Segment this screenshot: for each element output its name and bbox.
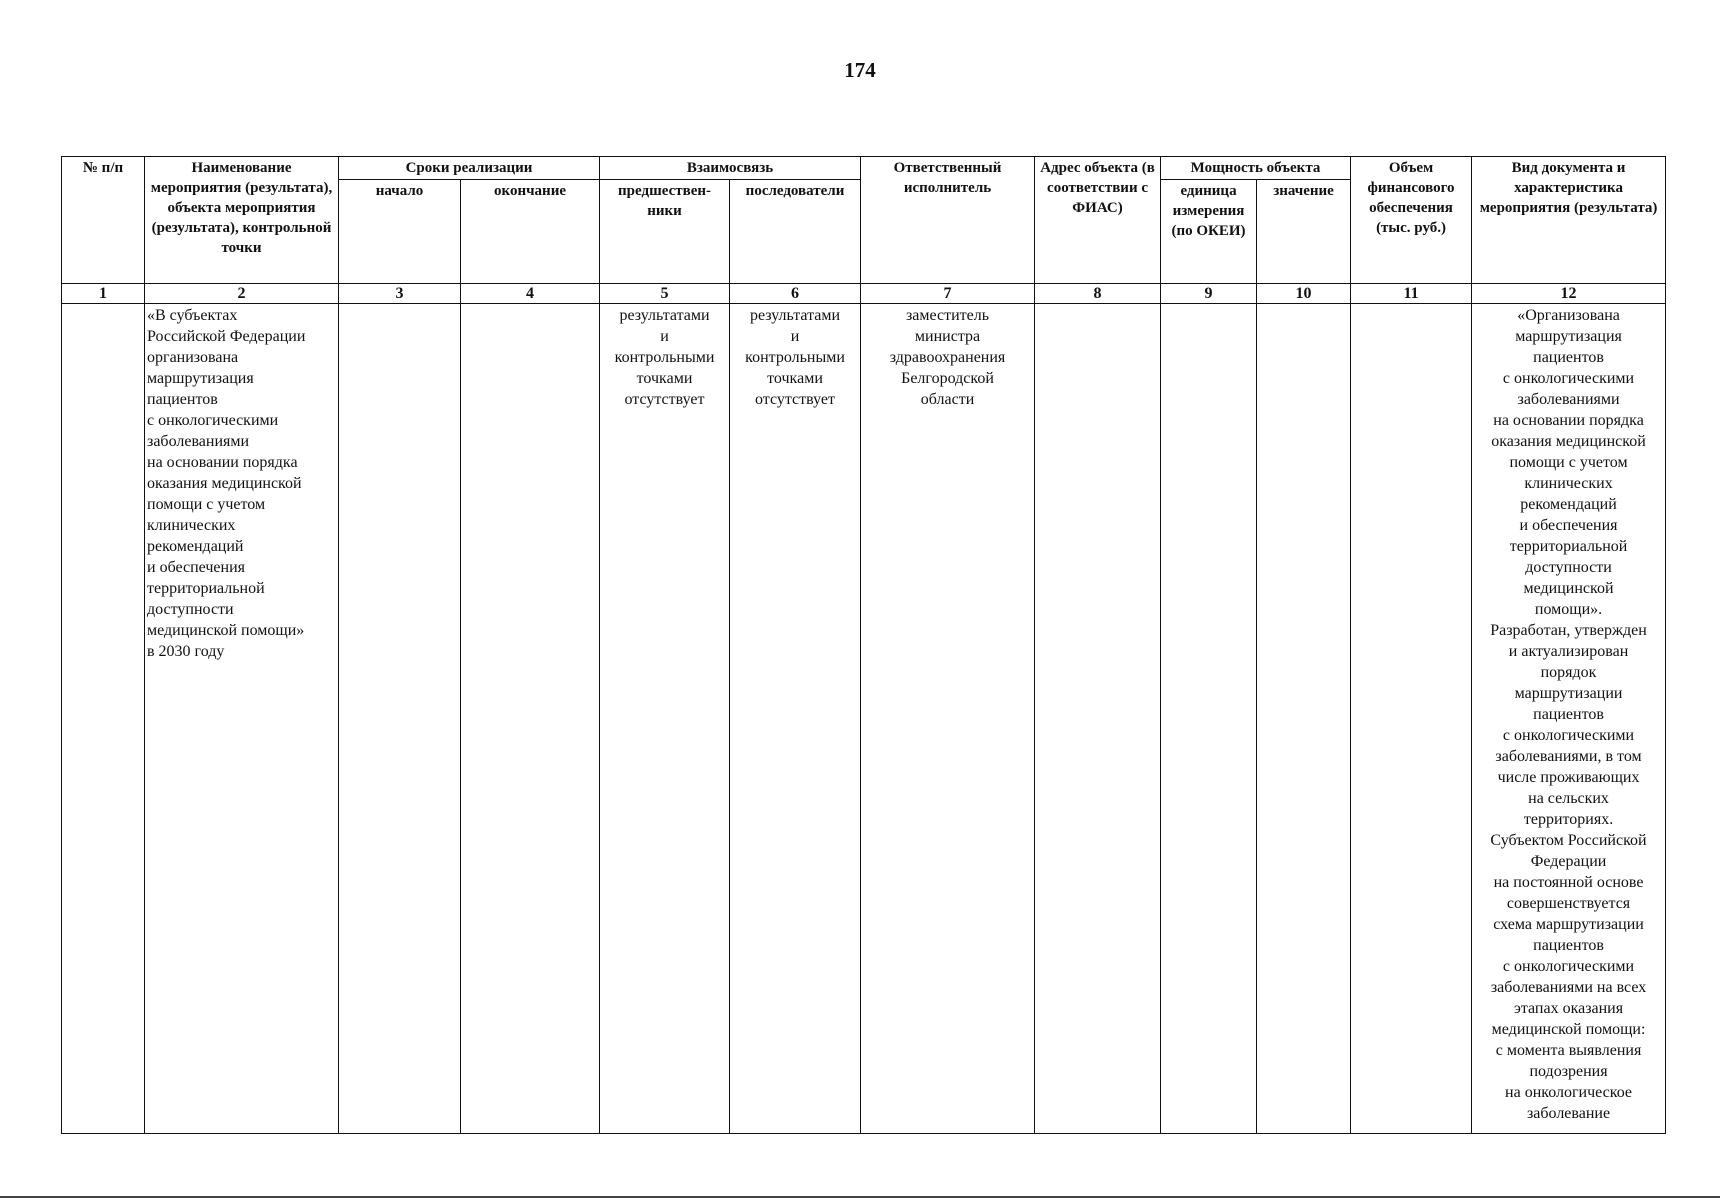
text-line: помощи с учетом	[1509, 454, 1628, 471]
cell-start	[339, 304, 461, 1134]
text-line: рекомендаций	[147, 538, 244, 555]
text-line: результатами	[749, 307, 841, 324]
page-number: 174	[844, 58, 876, 82]
column-number: 8	[1035, 284, 1161, 304]
column-number: 11	[1351, 284, 1472, 304]
cell-funding	[1351, 304, 1472, 1134]
text-line: точками	[767, 370, 823, 387]
text-line: на постоянной основе	[1493, 874, 1644, 891]
text-line: маршрутизация	[147, 370, 254, 387]
header-predecessors: предшествен-ники	[600, 180, 730, 284]
text-line: и	[790, 328, 800, 345]
text-line: Белгородской	[901, 370, 994, 387]
text-line: контрольными	[745, 349, 845, 366]
text-line: на сельских	[1528, 790, 1609, 807]
text-line: здравоохранения	[889, 349, 1006, 366]
text-line: числе проживающих	[1497, 769, 1640, 786]
text-line: совершенствуется	[1506, 895, 1631, 912]
text-line: и	[660, 328, 669, 345]
text-line: пациентов	[147, 391, 218, 408]
text-line: клинических	[147, 517, 236, 534]
text-line: отсутствует	[624, 391, 705, 408]
text-line: клинических	[1524, 475, 1613, 492]
page-bottom-rule	[0, 1196, 1720, 1198]
text-line: и актуализирован	[1508, 643, 1629, 660]
header-num: № п/п	[62, 157, 145, 284]
text-line: подозрения	[1529, 1063, 1608, 1080]
text-line: территориальной	[1509, 538, 1628, 555]
text-line: заболевание	[1526, 1105, 1611, 1122]
text-line: Субъектом Российской	[1490, 832, 1647, 849]
text-line: оказания медицинской	[147, 475, 302, 492]
text-line: порядок	[1540, 664, 1597, 681]
cell-address	[1035, 304, 1161, 1134]
text-line: министра	[914, 328, 981, 345]
cell-end	[461, 304, 600, 1134]
text-line: оказания медицинской	[1491, 433, 1646, 450]
text-line: этапах оказания	[1513, 1000, 1624, 1017]
cell-doc-type	[1472, 304, 1666, 1134]
text-line: «Организована	[1517, 307, 1620, 324]
text-line: помощи с учетом	[147, 496, 266, 513]
text-line: заболеваниями	[147, 433, 250, 450]
text-line: с онкологическими	[147, 412, 279, 429]
header-funding: Объем финансового обеспечения (тыс. руб.)	[1351, 157, 1472, 284]
text-line: территориальной	[147, 580, 265, 597]
text-line: в 2030 году	[147, 643, 225, 660]
cell-unit	[1161, 304, 1257, 1134]
text-line: медицинской	[1523, 580, 1614, 597]
text-line: заместитель	[905, 307, 990, 324]
text-line: заболеваниями на всех	[1490, 979, 1647, 996]
text-line: с онкологическими	[1502, 727, 1635, 744]
cell-successors	[730, 304, 861, 1134]
column-number: 6	[730, 284, 861, 304]
text-line: рекомендаций	[1520, 496, 1617, 513]
header-relation: Взаимосвязь	[600, 157, 861, 180]
header-name: Наименование мероприятия (результата), объекта мероприятия (результата), контрольной точки	[145, 157, 339, 284]
text-line: организована	[147, 349, 239, 366]
text-line: маршрутизации	[1514, 685, 1623, 702]
column-number: 2	[145, 284, 339, 304]
cell-value	[1257, 304, 1351, 1134]
text-line: и обеспечения	[147, 559, 245, 576]
column-number: 7	[861, 284, 1035, 304]
column-number: 12	[1472, 284, 1666, 304]
header-executor: Ответственный исполнитель	[861, 157, 1035, 284]
text-line: результатами	[619, 307, 710, 324]
column-number: 9	[1161, 284, 1257, 304]
column-numbers-row	[62, 284, 1666, 304]
header-address: Адрес объекта (в соответствии с ФИАС)	[1035, 157, 1161, 284]
text-line: пациентов	[1533, 349, 1604, 366]
text-line: области	[920, 391, 975, 408]
cell-name	[145, 304, 339, 1134]
text-line: заболеваниями, в том	[1495, 748, 1642, 765]
text-line: на онкологическое	[1505, 1084, 1633, 1101]
header-successors: последователи	[730, 180, 861, 284]
text-line: пациентов	[1533, 937, 1604, 954]
header-value: значение	[1257, 180, 1351, 284]
cell-num	[62, 304, 145, 1134]
text-line: доступности	[1525, 559, 1612, 576]
header-terms: Сроки реализации	[339, 157, 600, 180]
text-line: с онкологическими	[1502, 370, 1635, 387]
cell-executor	[861, 304, 1035, 1134]
text-line: территориях.	[1523, 811, 1614, 828]
header-capacity: Мощность объекта	[1161, 157, 1351, 180]
text-line: доступности	[147, 601, 234, 618]
cell-predecessors	[600, 304, 730, 1134]
text-line: и обеспечения	[1519, 517, 1618, 534]
text-line: с онкологическими	[1502, 958, 1635, 975]
text-line: контрольными	[614, 349, 715, 366]
text-line: точками	[636, 370, 693, 387]
text-line: заболеваниями	[1517, 391, 1620, 408]
text-line: помощи».	[1534, 601, 1603, 618]
text-line: маршрутизация	[1515, 328, 1622, 345]
text-line: медицинской помощи»	[147, 622, 305, 639]
text-line: с момента выявления	[1495, 1042, 1642, 1059]
text-line: Разработан, утвержден	[1490, 622, 1647, 639]
column-number: 10	[1257, 284, 1351, 304]
text-line: пациентов	[1533, 706, 1604, 723]
text-line: отсутствует	[754, 391, 836, 408]
activity-plan-table	[61, 156, 1666, 1134]
column-number: 5	[600, 284, 730, 304]
text-line: «В субъектах	[147, 307, 238, 324]
text-line: медицинской помощи:	[1491, 1021, 1646, 1038]
header-end: окончание	[461, 180, 600, 284]
text-line: схема маршрутизации	[1493, 916, 1644, 933]
table-row	[62, 304, 1666, 1134]
header-unit: единица измерения (по ОКЕИ)	[1161, 180, 1257, 284]
column-number: 4	[461, 284, 600, 304]
text-line: на основании порядка	[1493, 412, 1644, 429]
column-number: 1	[62, 284, 145, 304]
header-start: начало	[339, 180, 461, 284]
text-line: Российской Федерации	[147, 328, 306, 345]
text-line: Федерации	[1530, 853, 1607, 870]
column-number: 3	[339, 284, 461, 304]
text-line: на основании порядка	[147, 454, 298, 471]
header-doc-type: Вид документа и характеристика мероприятия (результата)	[1472, 157, 1666, 284]
